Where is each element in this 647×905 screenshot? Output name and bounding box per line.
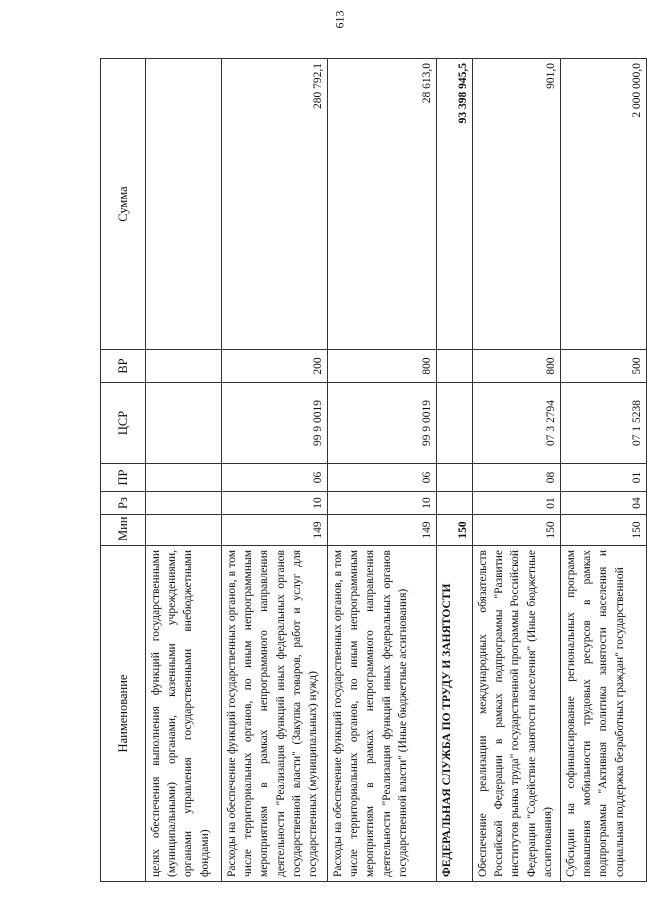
row-rz: 10 (328, 492, 437, 515)
row-csr: 99 9 0019 (328, 383, 437, 464)
row-rz (437, 492, 473, 515)
row-vr (437, 350, 473, 383)
row-min: 150 (473, 515, 561, 546)
table-row (146, 59, 222, 882)
row-sum-total: 93 398 945,5 (437, 59, 473, 350)
row-min: 150 (561, 515, 647, 546)
row-min: 149 (222, 515, 328, 546)
header-rz: Рз (101, 492, 146, 515)
row-name: целях обеспечения выполнения функций государственными (муниципальными) органами, казенными учреждениями, органами управления государственными внебюджетными фондами) (146, 546, 222, 882)
row-vr: 200 (222, 350, 328, 383)
row-csr (437, 383, 473, 464)
table-row (328, 59, 437, 882)
row-csr (146, 383, 222, 464)
budget-table (100, 58, 647, 882)
row-sum (146, 59, 222, 350)
row-vr: 500 (561, 350, 647, 383)
table-row (473, 59, 561, 882)
header-name: Наименование (101, 546, 146, 882)
header-vr: ВР (101, 350, 146, 383)
row-csr: 07 3 2794 (473, 383, 561, 464)
row-csr: 07 1 5238 (561, 383, 647, 464)
table-row (437, 59, 473, 882)
row-name-section-heading: ФЕДЕРАЛЬНАЯ СЛУЖБА ПО ТРУДУ И ЗАНЯТОСТИ (437, 546, 473, 882)
row-name: Расходы на обеспечение функций государственных органов, в том числе территориальных органов, по иным непрограммным мероприятиям в рамках непрограммного направления деятельности "Реализация функций иных федеральных органов государственной власти" (Закупка товаров, работ и услуг для государственных (муниципальных) нужд) (222, 546, 328, 882)
row-vr: 800 (328, 350, 437, 383)
row-pr: 01 (561, 464, 647, 492)
row-vr (146, 350, 222, 383)
table-row (561, 59, 647, 882)
row-rz (146, 492, 222, 515)
table-row (222, 59, 328, 882)
row-pr: 06 (222, 464, 328, 492)
header-pr: ПР (101, 464, 146, 492)
row-sum: 2 000 000,0 (561, 59, 647, 350)
row-rz: 01 (473, 492, 561, 515)
header-sum: Сумма (101, 59, 146, 350)
row-min: 149 (328, 515, 437, 546)
row-name: Обеспечение реализации международных обязательств Российской Федерации в рамках подпрограммы "Развитие институтов рынка труда" государственной программы Российской Федерации "Содействие занятости населения" (Иные бюджетные ассигнования) (473, 546, 561, 882)
row-sum: 28 613,0 (328, 59, 437, 350)
table-header-row (101, 59, 146, 882)
row-min: 150 (437, 515, 473, 546)
row-pr: 08 (473, 464, 561, 492)
page-number: 613 (332, 10, 347, 29)
rotated-page-content (100, 59, 643, 882)
header-csr: ЦСР (101, 383, 146, 464)
row-pr: 06 (328, 464, 437, 492)
row-vr: 800 (473, 350, 561, 383)
row-name: Расходы на обеспечение функций государственных органов, в том числе территориальных органов, по иным непрограммным мероприятиям в рамках непрограммного направления деятельности "Реализация функций иных федеральных органов государственной власти" (Иные бюджетные ассигнования) (328, 546, 437, 882)
row-name: Субсидии на софинансирование региональных программ повышения мобильности трудовых ресурсов в рамках подпрограммы "Активная политика занятости населения и социальная поддержка безработных граждан" государственной (561, 546, 647, 882)
row-csr: 99 9 0019 (222, 383, 328, 464)
row-rz: 10 (222, 492, 328, 515)
row-sum: 901,0 (473, 59, 561, 350)
row-rz: 04 (561, 492, 647, 515)
row-min (146, 515, 222, 546)
row-sum: 280 792,1 (222, 59, 328, 350)
row-pr (437, 464, 473, 492)
header-min: Мин (101, 515, 146, 546)
row-pr (146, 464, 222, 492)
